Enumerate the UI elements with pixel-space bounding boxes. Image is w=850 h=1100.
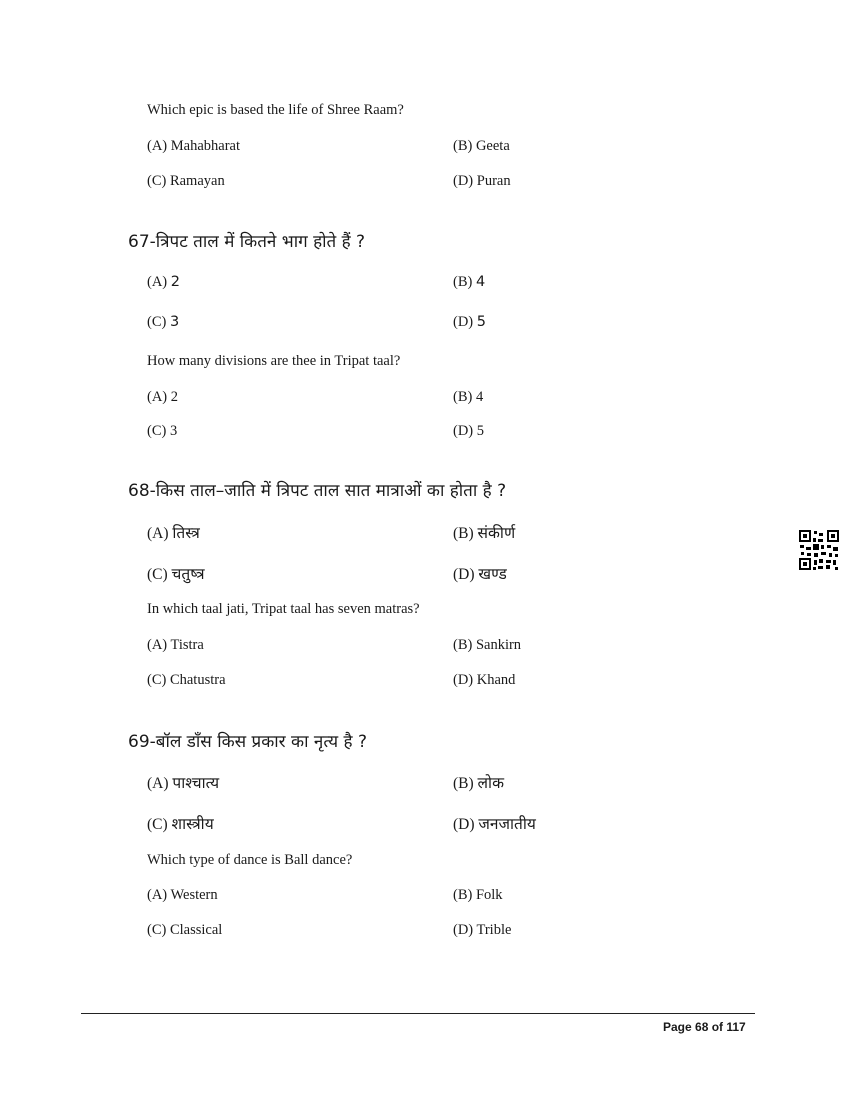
q68-option-d: (D) Khand: [453, 672, 516, 688]
q66-option-b: (B) Geeta: [453, 138, 510, 154]
question-69-hindi: 69-बॉल डाँस किस प्रकार का नृत्य है ?: [128, 732, 367, 752]
q68-hi-option-c: (C) चतुष्त्र: [147, 565, 205, 583]
q69-hi-option-c: (C) शास्त्रीय: [147, 815, 214, 833]
q67-hi-option-c: (C) 3: [147, 314, 180, 330]
q66-option-a: (A) Mahabharat: [147, 138, 240, 154]
q67-hi-option-d: (D) 5: [453, 314, 486, 330]
question-67-hindi: 67-त्रिपट ताल में कितने भाग होते हैं ?: [128, 232, 366, 252]
page-number: Page 68 of 117: [663, 1020, 746, 1034]
qr-code-icon: [799, 530, 839, 570]
q66-option-d: (D) Puran: [453, 173, 511, 189]
q67-option-b: (B) 4: [453, 389, 484, 405]
q69-option-b: (B) Folk: [453, 887, 503, 903]
q68-hi-option-d: (D) खण्ड: [453, 565, 507, 583]
question-69-english: Which type of dance is Ball dance?: [147, 852, 353, 868]
q67-hi-option-a: (A) 2: [147, 274, 180, 290]
q67-hi-option-b: (B) 4: [453, 274, 486, 290]
q68-hi-option-a: (A) तिस्त्र: [147, 524, 200, 542]
q69-hi-option-d: (D) जनजातीय: [453, 815, 536, 833]
footer-divider: [81, 1013, 755, 1014]
q68-hi-option-b: (B) संकीर्ण: [453, 524, 516, 542]
q68-option-c: (C) Chatustra: [147, 672, 226, 688]
q67-option-d: (D) 5: [453, 423, 485, 439]
q69-hi-option-b: (B) लोक: [453, 774, 504, 792]
q69-hi-option-a: (A) पाश्चात्य: [147, 774, 220, 792]
q67-option-a: (A) 2: [147, 389, 179, 405]
q67-option-c: (C) 3: [147, 423, 178, 439]
q69-option-c: (C) Classical: [147, 922, 223, 938]
question-67-english: How many divisions are thee in Tripat taal?: [147, 353, 401, 369]
question-68-hindi: 68-किस ताल–जाति में त्रिपट ताल सात मात्राओं का होता है ?: [128, 481, 507, 501]
q69-option-a: (A) Western: [147, 887, 218, 903]
question-68-english: In which taal jati, Tripat taal has seven matras?: [147, 601, 420, 617]
q68-option-b: (B) Sankirn: [453, 637, 522, 653]
question-66-english: Which epic is based the life of Shree Raam?: [147, 102, 404, 118]
q66-option-c: (C) Ramayan: [147, 173, 225, 189]
q68-option-a: (A) Tistra: [147, 637, 204, 653]
q69-option-d: (D) Trible: [453, 922, 512, 938]
